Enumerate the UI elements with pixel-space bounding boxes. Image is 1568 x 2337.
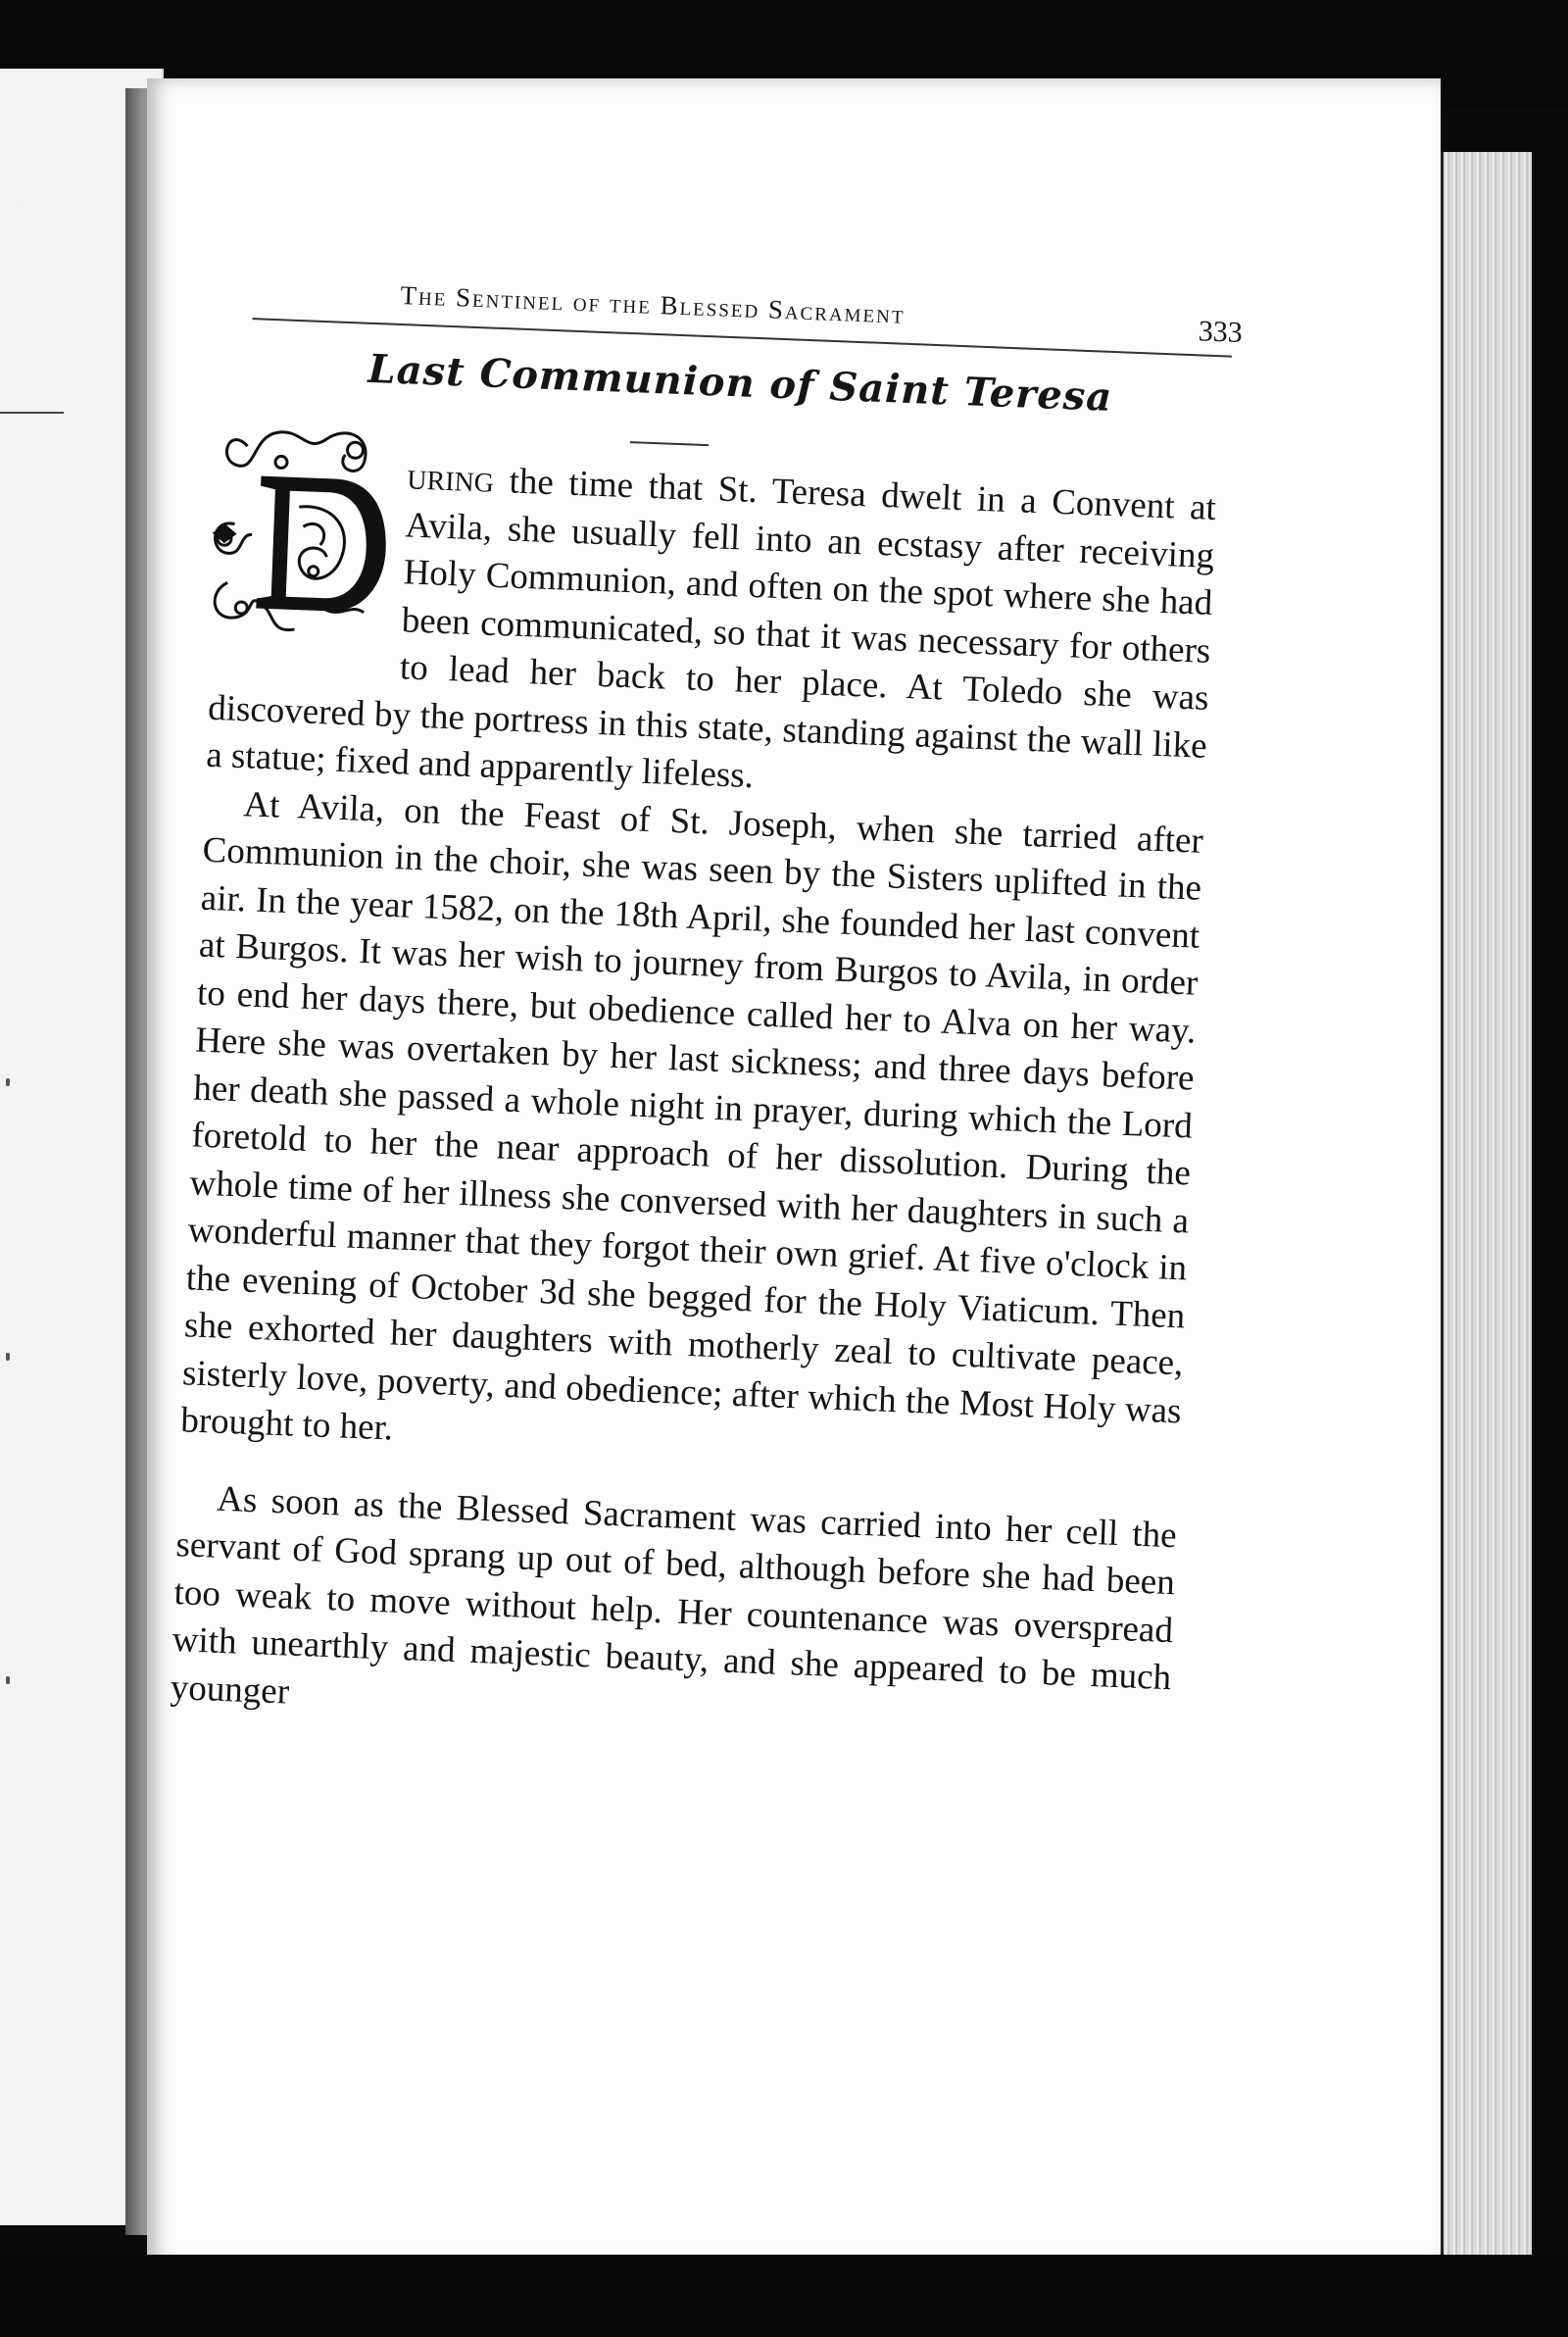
previous-page-mark [6,1353,10,1361]
previous-page-mark [6,1676,10,1684]
previous-page-rule [0,412,64,414]
page-number: 333 [1198,315,1244,349]
paragraph-1-opening: uring [406,453,496,501]
scan-bottom-shadow [0,2255,1568,2337]
paragraph-1-text: the time that St. Teresa dwelt in a Convent at Avila, she usually fell into an ecstasy after receiving Holy Communion, and often on the spot where she had been communicated, so that it was necessary for others to lead her back to her place. At Toledo she was discovered by the portress in this state, standing against the wall like a statue; fixed and apparently lifeless. [205,461,1217,797]
title-rule [630,441,709,446]
ornamental-drop-cap [21,202,396,653]
paragraph-2: At Avila, on the Feast of St. Joseph, when she tarried after Communion in the choir, she was seen by the Sisters uplifted in the air. In the year 1582, on the 18th April, she founded her last convent at Burgos. It was her wish to journey from Burgos to Avila, in order to end her days there, but obedience called her to Alva on her way. Here she was overtaken by her last sickness; and three days before her death she passed a whole night in prayer, during which the Lord foretold to her the near approach of her dissolution. During the whole time of her illness she conversed with her daughters in such a wonderful manner that they forgot their own grief. At five o'clock in the evening of October 3d she begged for the Holy Viaticum. Then she exhorted her daughters with motherly zeal to cultivate peace, sisterly love, poverty, and obedience; after which the Most Holy was brought to her. [179,783,1204,1449]
article-title: Last Communion of Saint Teresa [367,345,1114,421]
previous-page-mark [6,1078,10,1086]
page-content [21,202,1244,1751]
paragraph-3: As soon as the Blessed Sacrament was carried into her cell the servant of God sprang up out of bed, although before she had been too weak to move without help. Her countenance was overspread with unearthly and majestic beauty, and she appeared to be much younger [170,1478,1178,1713]
running-head-title: The Sentinel of the Blessed Sacrament [400,279,906,329]
drop-cap-letter: D [21,202,23,204]
page-stack-edge [1441,152,1532,2269]
